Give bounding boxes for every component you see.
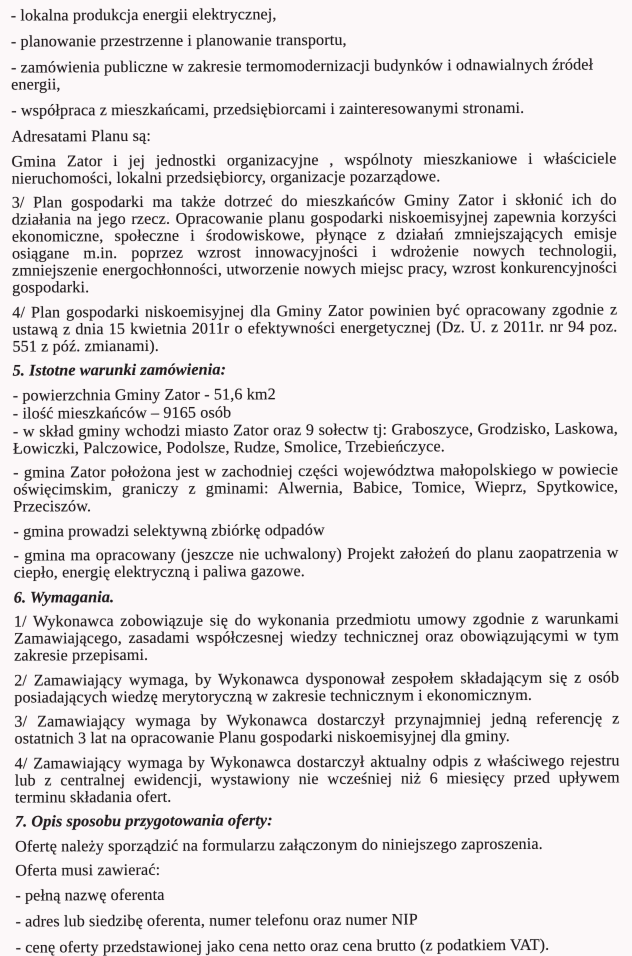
- bullet-line: - cenę oferty przedstawionej jako cena netto oraz cena brutto (z podatkiem VAT).: [15, 935, 550, 956]
- bullet-line: - zamówienia publiczne w zakresie termomodernizacji budynków i odnawialnych źródeł energii,: [10, 55, 594, 94]
- paragraph-requirement-3: 3/ Zamawiający wymaga by Wykonawca dostarczył przynajmniej jedną referencję z ostatnich 3 lat na opracowanie Planu gospodarki niskoemisyjnej dla gminy.: [14, 709, 620, 748]
- section-heading-6: 6. Wymagania.: [13, 587, 115, 607]
- bullet-line: - planowanie przestrzenne i planowanie transportu,: [10, 30, 347, 51]
- paragraph-requirement-1: 1/ Wykonawca zobowiązuje się do wykonania przedmiotu umowy zgodnie z warunkami Zamawiającego, zasadami współczesnej wiedzy technicznej oraz obowiązującymi w tym zakresie przepisami.: [13, 609, 619, 665]
- section-heading-7: 7. Opis sposobu przygotowania oferty:: [14, 811, 273, 831]
- paragraph-adresaci: Gmina Zator i jej jednostki organizacyjne , wspólnoty mieszkaniowe i właściciele nieruchomości, lokalni przedsiębiorcy, organizacje pozarządowe.: [11, 148, 617, 188]
- paragraph-offer-must-contain: Oferta musi zawierać:: [15, 860, 161, 880]
- paragraph-adresaci-intro: Adresatami Planu są:: [11, 126, 151, 146]
- paragraph-point-3: 3/ Plan gospodarki ma także dotrzeć do mieszkańców Gminy Zator i skłonić ich do działania na jego rzecz. Opracowanie planu gospodarki niskoemisyjnej zapewnia korzyści ekonomiczne, społeczne i środowiskowe, płynące z działań zmniejszających emisje osiągane m.in. poprzez wzrost innowacyjności i wdrożenie nowych technologii, zmniejszenie energochłonności, utworzenie nowych miejsc pracy, wzrost konkurencyjności gospodarki.: [11, 190, 618, 297]
- bullet-line: - gmina prowadzi selektywną zbiórkę odpadów: [13, 520, 325, 541]
- bullet-line: - pełną nazwę oferenta: [15, 885, 165, 905]
- section-heading-5: 5. Istotne warunki zamówienia:: [12, 360, 227, 380]
- bullet-line: - powierzchnia Gminy Zator - 51,6 km2: [12, 384, 276, 405]
- paragraph-requirement-4: 4/ Zamawiający wymaga by Wykonawca dostarczył aktualny odpis z właściwego rejestru lub z centralnej ewidencji, wystawiony nie wcześniej niż 6 miesięcy przed upływem terminu składania ofert.: [14, 750, 620, 807]
- paragraph-requirement-2: 2/ Zamawiający wymaga, by Wykonawca dysponował zespołem składającym się z osób posiadających wiedzę merytoryczną w zakresie technicznym i ekonomicznym.: [14, 667, 620, 707]
- bullet-line: - lokalna produkcja energii elektrycznej,: [10, 5, 277, 25]
- bullet-paragraph-polozenie: - gmina Zator położona jest w zachodniej części województwa małopolskiego w powiecie oświęcimskim, graniczy z gminami: Alwernia, Babice, Tomice, Wieprz, Spytkowice, Przeciszów.: [13, 460, 619, 516]
- bullet-paragraph-solectwa: - w skład gminy wchodzi miasto Zator oraz 9 sołectw tj: Graboszyce, Grodzisko, Laskowa, Łowiczki, Palczowice, Podolsze, Rudze, Smolice, Trzebieńczyce.: [12, 418, 618, 458]
- paragraph-offer-form: Ofertę należy sporządzić na formularzu załączonym do niniejszego zaproszenia.: [14, 834, 543, 856]
- bullet-line: - adres lub siedzibę oferenta, numer telefonu oraz numer NIP: [15, 909, 418, 931]
- bullet-paragraph-projekt: - gmina ma opracowany (jeszcze nie uchwalony) Projekt założeń do planu zaopatrzenia w ciepło, energię elektryczną i paliwa gazowe.: [13, 543, 619, 582]
- paragraph-point-4: 4/ Plan gospodarki niskoemisyjnej dla Gminy Zator powinien być opracowany zgodnie z ustawą z dnia 15 kwietnia 2011r o efektywności energetycznej (Dz. U. z 2011r. nr 94 poz. 551 z póź. zmianami).: [12, 299, 618, 356]
- bullet-line: - współpraca z mieszkańcami, przedsiębiorcami i zainteresowanymi stronami.: [11, 98, 525, 120]
- bullet-line: - ilość mieszkańców – 9165 osób: [12, 402, 232, 423]
